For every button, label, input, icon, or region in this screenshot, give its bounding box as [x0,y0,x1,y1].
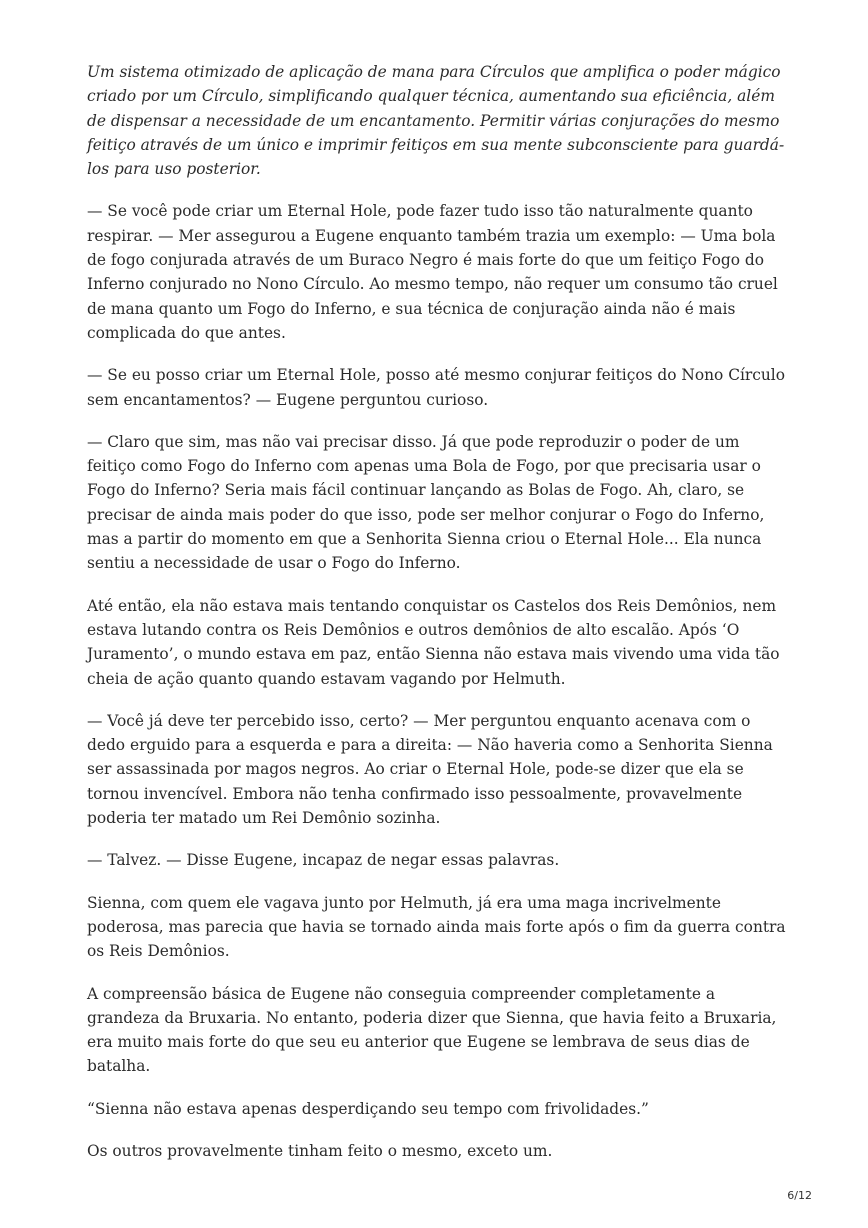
document-body [87,60,787,1181]
page-number: 6/12 [787,1189,812,1202]
paragraph: A compreensão básica de Eugene não conseguia compreender completamente a grandeza da Bruxaria. No entanto, poderia dizer que Sienna, que havia feito a Bruxaria, era muito mais forte do que seu eu anterior que Eugene se lembrava de seus dias de batalha. [87,984,777,1076]
paragraph: — Talvez. — Disse Eugene, incapaz de negar essas palavras. [87,851,560,870]
paragraph: — Claro que sim, mas não vai precisar disso. Já que pode reproduzir o poder de um feitiço como Fogo do Inferno com apenas uma Bola de Fogo, por que precisaria usar o Fogo do Inferno? Seria mais fácil continuar lançando as Bolas de Fogo. Ah, claro, se precisar de ainda mais poder do que isso, pode ser melhor conjurar o Fogo do Inferno, mas a partir do momento em que a Senhorita Sienna criou o Eternal Hole... Ela nunca sentiu a necessidade de usar o Fogo do Inferno. [87,432,765,573]
paragraph: Sienna, com quem ele vagava junto por Helmuth, já era uma maga incrivelmente poderosa, mas parecia que havia se tornado ainda mais forte após o fim da guerra contra os Reis Demônios. [87,893,786,961]
paragraph: — Se você pode criar um Eternal Hole, pode fazer tudo isso tão naturalmente quanto respirar. — Mer assegurou a Eugene enquanto também trazia um exemplo: — Uma bola de fogo conjurada através de um Buraco Negro é mais forte do que um feitiço Fogo do Inferno conjurado no Nono Círculo. Ao mesmo tempo, não requer um consumo tão cruel de mana quanto um Fogo do Inferno, e sua técnica de conjuração ainda não é mais complicada do que antes. [87,202,778,342]
paragraph: “Sienna não estava apenas desperdiçando seu tempo com frivolidades.” [87,1099,649,1118]
paragraph: — Você já deve ter percebido isso, certo? — Mer perguntou enquanto acenava com o dedo erguido para a esquerda e para a direita: — Não haveria como a Senhorita Sienna ser assassinada por magos negros. Ao criar o Eternal Hole, pode-se dizer que ela se tornou invencível. Embora não tenha confirmado isso pessoalmente, provavelmente poderia ter matado um Rei Demônio sozinha. [87,711,773,828]
paragraph: — Se eu posso criar um Eternal Hole, posso até mesmo conjurar feitiços do Nono Círculo sem encantamentos? — Eugene perguntou curioso. [87,366,785,409]
paragraph: Até então, ela não estava mais tentando conquistar os Castelos dos Reis Demônios, nem estava lutando contra os Reis Demônios e outros demônios de alto escalão. Após ‘O Juramento’, o mundo estava em paz, então Sienna não estava mais vivendo uma vida tão cheia de ação quanto quando estavam vagando por Helmuth. [87,596,780,688]
paragraph-intro-italic: Um sistema otimizado de aplicação de mana para Círculos que amplifica o poder mágico criado por um Círculo, simplificando qualquer técnica, aumentando sua eficiência, além de dispensar a necessidade de um encantamento. Permitir várias conjurações do mesmo feitiço através de um único e imprimir feitiços em sua mente subconsciente para guardá-los para uso posterior. [87,63,785,179]
paragraph: Os outros provavelmente tinham feito o mesmo, exceto um. [87,1141,553,1160]
